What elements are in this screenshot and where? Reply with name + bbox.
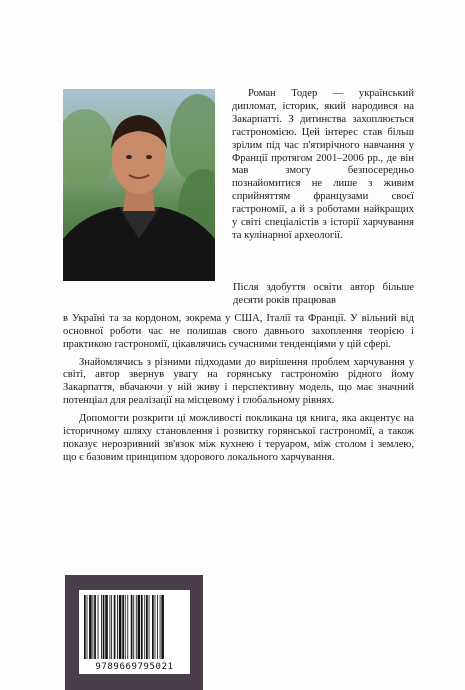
isbn-digits: 9789669795021 (95, 662, 174, 672)
barcode-bar (105, 595, 108, 659)
barcode-bar (94, 595, 96, 659)
barcode-bar (84, 595, 86, 659)
barcode-bar (119, 595, 122, 659)
barcode-bar (125, 595, 126, 659)
intro-paragraph: Роман Тодер — український дипломат, історик, який народився на Закарпатті. З дитинства захоплюється гастрономією. Цей інтерес став більш зрілим під час п'ятирічного навчання у Франції протягом 2001–2006 рр., де він мав змогу безпосередньо познайомитися не лише з живим сприйняттям французами своєї гастрономії, а й з роботами найкращих у світі спеціалістів з історії харчування та кулінарної археології. (232, 88, 414, 241)
barcode-bar (110, 595, 111, 659)
barcode-bar (160, 595, 161, 659)
barcode-bar (155, 595, 156, 659)
barcode-bar (117, 595, 118, 659)
barcode-bar (98, 595, 99, 659)
barcode-bar (103, 595, 105, 659)
paragraph-1: в Україні та за кордоном, зокрема у США, Італії та Франції. У вільний від основної роботи час не полишав свого давнього захоплення теорією і практикою гастрономії, цікавлячись сучасними тенденціями у цій сфері. (63, 312, 414, 350)
author-portrait-image (63, 89, 215, 281)
author-intro-text (232, 88, 414, 243)
barcode-bar (87, 595, 88, 659)
barcode-bar (146, 595, 148, 659)
barcode-bar (161, 595, 164, 659)
barcode-bar (133, 595, 134, 659)
paragraph-2: Знайомлячись з різними підходами до вирішення проблем харчування у світі, автор звернув увагу на горянську гастрономію рідного йому Закарпаття, вбачаючи у ній живу і перспективну модель, що має значний потенціал для реалізації на місцевому і глобальному рівнях. (63, 356, 414, 407)
barcode-bar (138, 595, 141, 659)
author-photo (63, 89, 215, 281)
barcode-bar (131, 595, 133, 659)
barcode-bar (149, 595, 150, 659)
barcode-bar (89, 595, 92, 659)
barcode-bar (157, 595, 158, 659)
barcode-bar (144, 595, 145, 659)
barcode-bar (114, 595, 116, 659)
barcode-bars (82, 595, 187, 659)
barcode-bar (122, 595, 124, 659)
barcode-bar (101, 595, 102, 659)
barcode-bar (152, 595, 154, 659)
barcode-bar (127, 595, 128, 659)
paragraph-1-lead: Після здобуття освіти автор більше десяти років працював (233, 282, 414, 306)
paragraph-3: Допомогти розкрити ці можливості покликана ця книга, яка акцентує на історичному шляху становлення і розвитку горянської гастрономії, а також показує нерозривний зв'язок між кухнею і теруаром, між столом і землею, що є базовим принципом здорового локального харчування. (63, 413, 414, 463)
isbn-barcode (79, 590, 190, 674)
barcode-bar (111, 595, 112, 659)
barcode-bar (93, 595, 94, 659)
description-text (63, 282, 414, 470)
barcode-bar (141, 595, 143, 659)
barcode-bar (136, 595, 137, 659)
